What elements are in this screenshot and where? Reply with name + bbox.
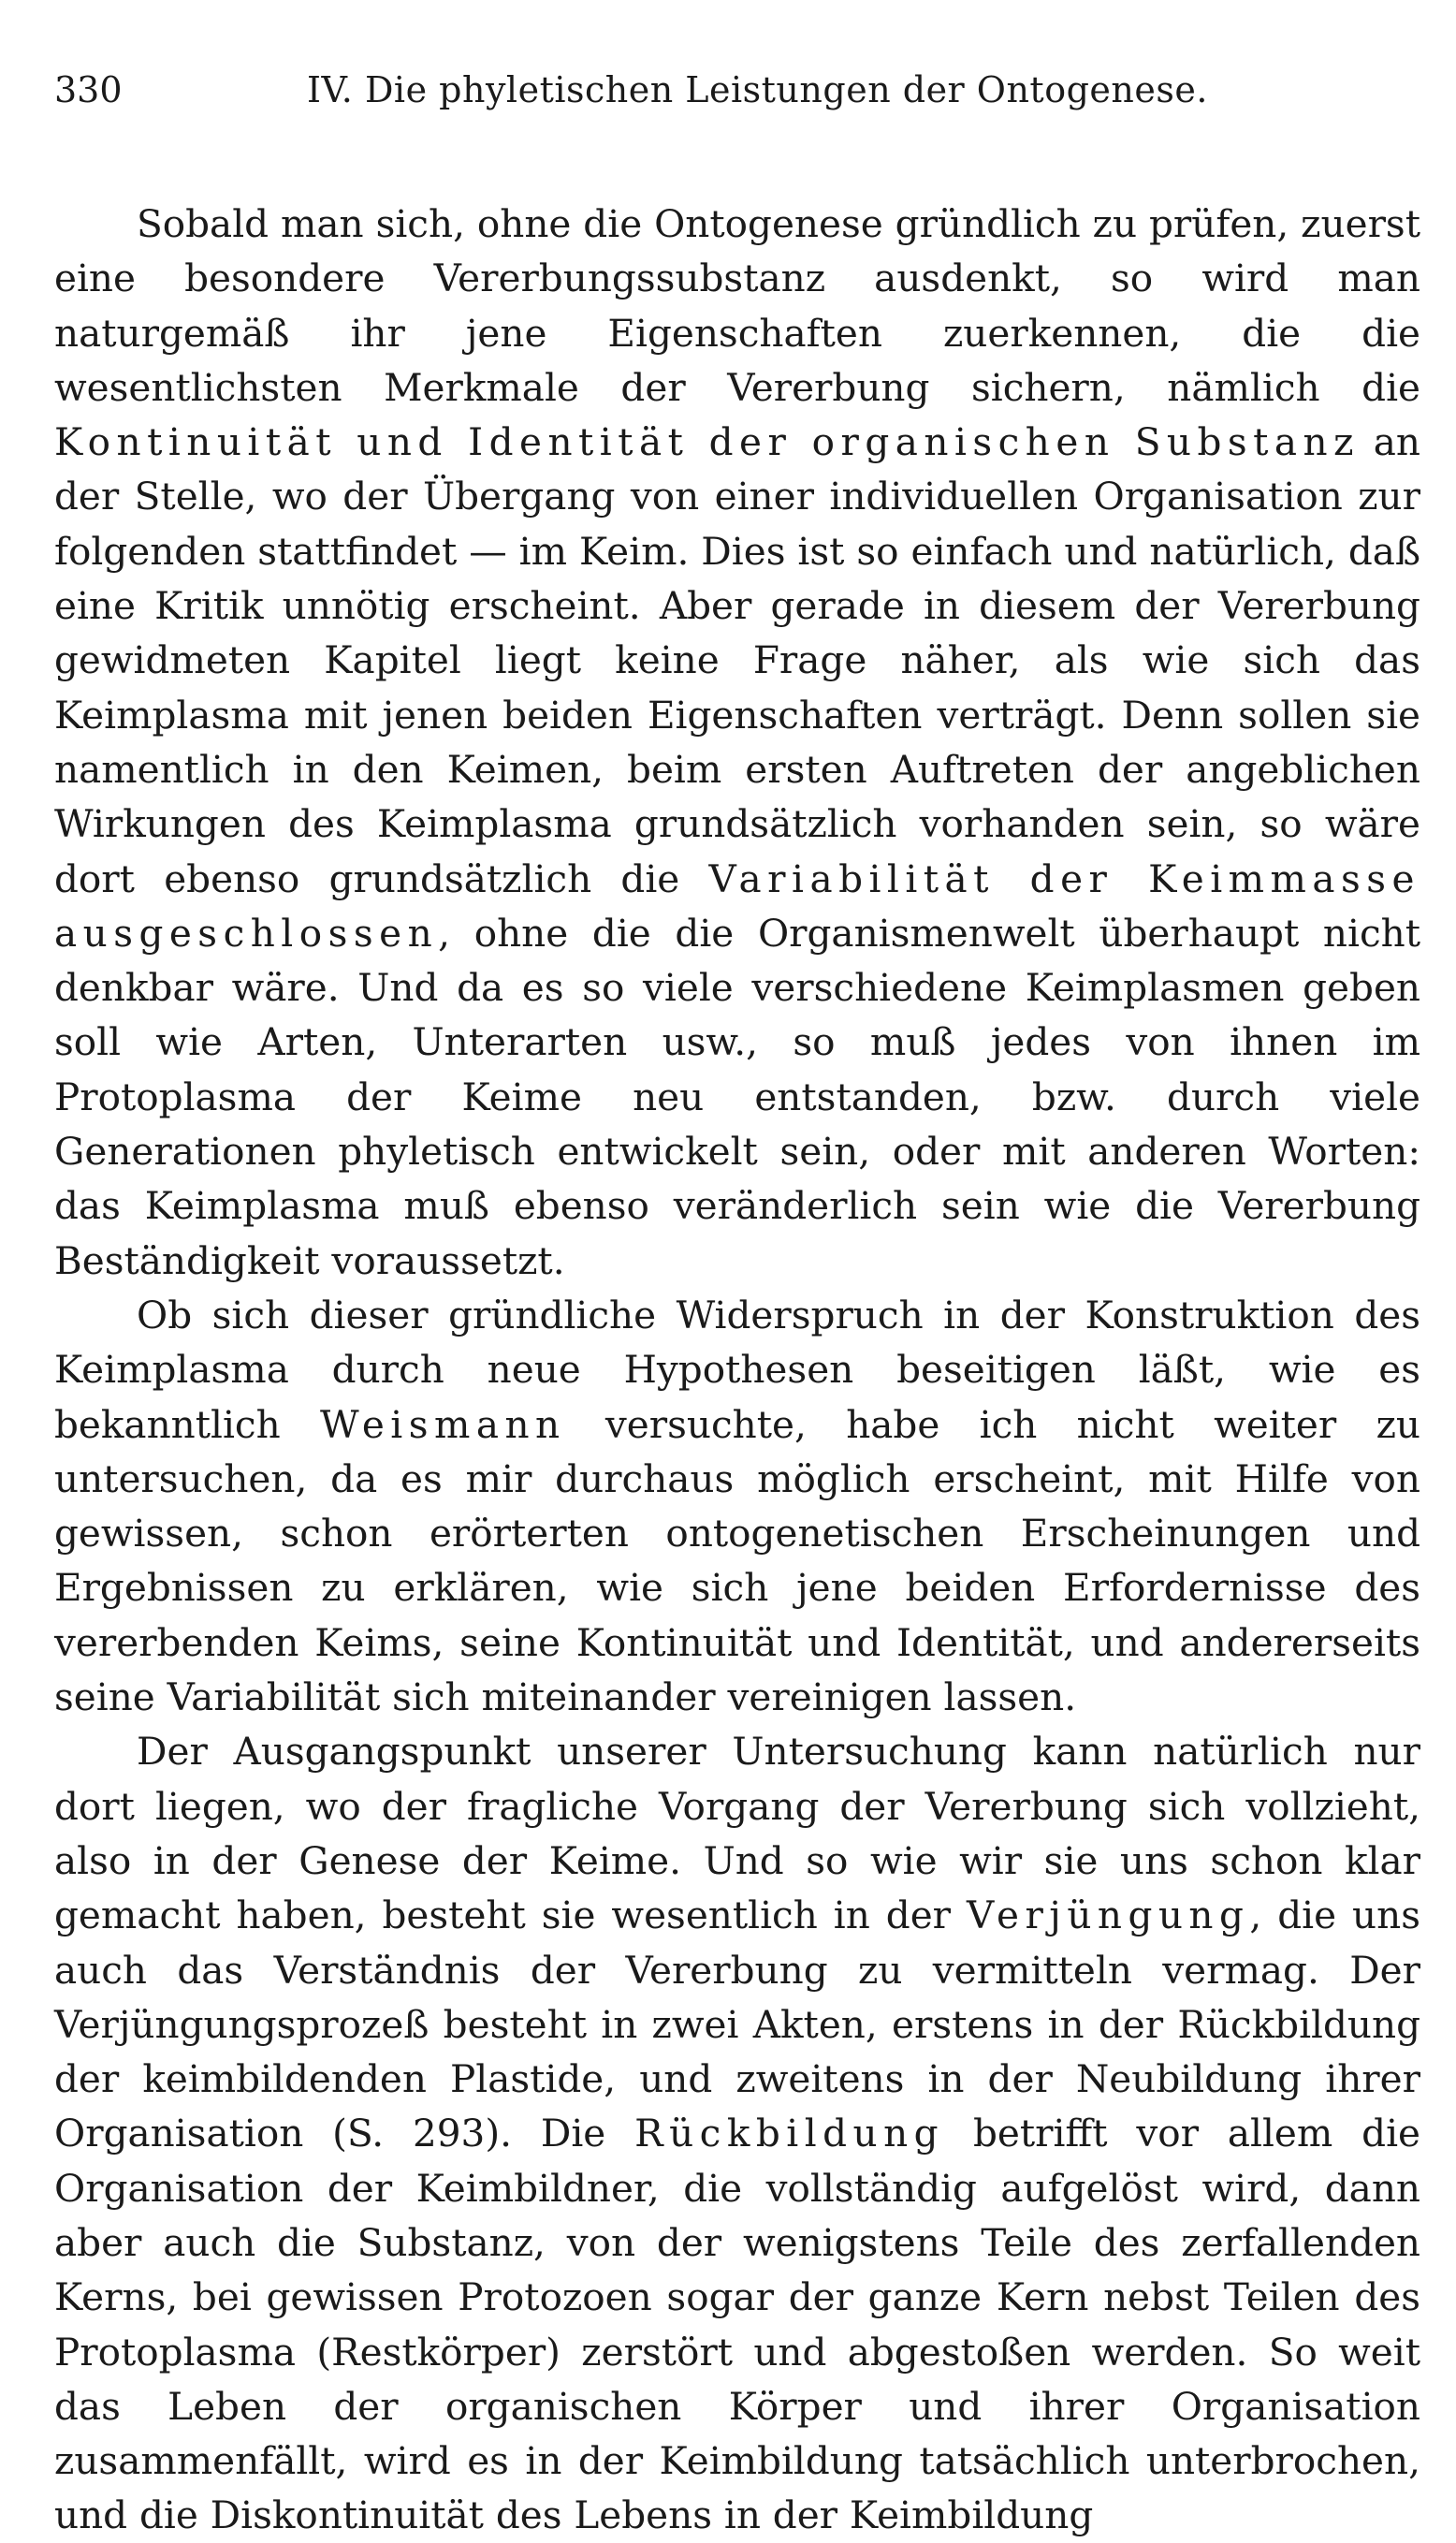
text-segment: Sobald man sich, ohne die Ontogenese gründlich zu prüfen, zuerst eine besondere Vererbungssubstanz ausdenkt, so wird man naturgemäß ihr jene Eigenschaften zuerkennen, die die wesentlichsten Merkmale der Vererbung sichern, nämlich die [54, 201, 1420, 410]
paragraph [54, 1288, 1420, 1724]
book-page [54, 62, 1420, 2543]
page-number: 330 [54, 69, 123, 110]
emphasized-text: Weismann [320, 1401, 566, 1447]
text-segment: , die uns auch das Verständnis der Vererbung zu vermitteln vermag. Der Verjüngungsprozeß besteht in zwei Akten, erstens in der Rückbildung der keimbildenden Plastide, und zweitens in der Neubildung ihrer Organisation (S. 293). Die [54, 1893, 1421, 2156]
text-segment: , ohne die die Organismenwelt überhaupt nicht denkbar wäre. Und da es so viele verschiedene Keimplasmen geben soll wie Arten, Unterarten usw., so muß jedes von ihnen im Protoplasma der Keime neu entstanden, bzw. durch viele Generationen phyletisch entwickelt sein, oder mit anderen Worten: das Keimplasma muß ebenso veränderlich sein wie die Vererbung Beständigkeit voraussetzt. [54, 910, 1420, 1283]
running-head [54, 62, 1420, 118]
emphasized-text: Verjüngung [967, 1893, 1250, 1938]
text-segment: Der Ausgangspunkt unserer Untersuchung kann natürlich nur dort liegen, wo der fragliche Vorgang der Vererbung sich vollzieht, also in der Genese der Keime. Und so wie wir sie uns schon klar gemacht haben, besteht sie wesentlich in der [54, 1729, 1420, 1938]
text-segment: versuchte, habe ich nicht weiter zu untersuchen, da es mir durchaus möglich erscheint, mit Hilfe von gewissen, schon erörterten ontogenetischen Erscheinungen und Ergebnissen zu erklären, wie sich jene beiden Erfordernisse des vererbenden Keims, seine Kontinuität und Identität, und andererseits seine Variabilität sich miteinander vereinigen lassen. [54, 1401, 1420, 1720]
paragraph [54, 197, 1420, 1288]
emphasized-text: Variabilität der Keimmasse ausgeschlossen [54, 855, 1420, 956]
emphasized-text: Kontinuität und Identität der organischen Substanz [54, 419, 1360, 465]
running-title: IV. Die phyletischen Leistungen der Ontogenese. [307, 69, 1208, 110]
emphasized-text: Rückbildung [634, 2111, 945, 2156]
text-segment: betrifft vor allem die Organisation der Keimbildner, die vollständig aufgelöst wird, dann aber auch die Substanz, von der wenigstens Teile des zerfallenden Kerns, bei gewissen Protozoen sogar der ganze Kern nebst Teilen des Protoplasma (Restkörper) zerstört und abgestoßen werden. So weit das Leben der organischen Körper und ihrer Organisation zusammenfällt, wird es in der Keimbildung tatsächlich unterbrochen, und die Diskontinuität des Lebens in der Keimbildung [54, 2111, 1420, 2538]
text-segment: an der Stelle, wo der Übergang von einer individuellen Organisation zur folgenden stattfindet — im Keim. Dies ist so einfach und natürlich, daß eine Kritik unnötig erscheint. Aber gerade in diesem der Vererbung gewidmeten Kapitel liegt keine Frage näher, als wie sich das Keimplasma mit jenen beiden Eigenschaften verträgt. Denn sollen sie namentlich in den Keimen, beim ersten Auftreten der angeblichen Wirkungen des Keimplasma grundsätzlich vorhanden sein, so wäre dort ebenso grundsätzlich die [54, 419, 1420, 901]
paragraph [54, 1724, 1420, 2542]
body-text [54, 197, 1420, 2543]
text-segment: Ob sich dieser gründliche Widerspruch in der Konstruktion des Keimplasma durch neue Hypothesen beseitigen läßt, wie es bekanntlich [54, 1292, 1420, 1447]
